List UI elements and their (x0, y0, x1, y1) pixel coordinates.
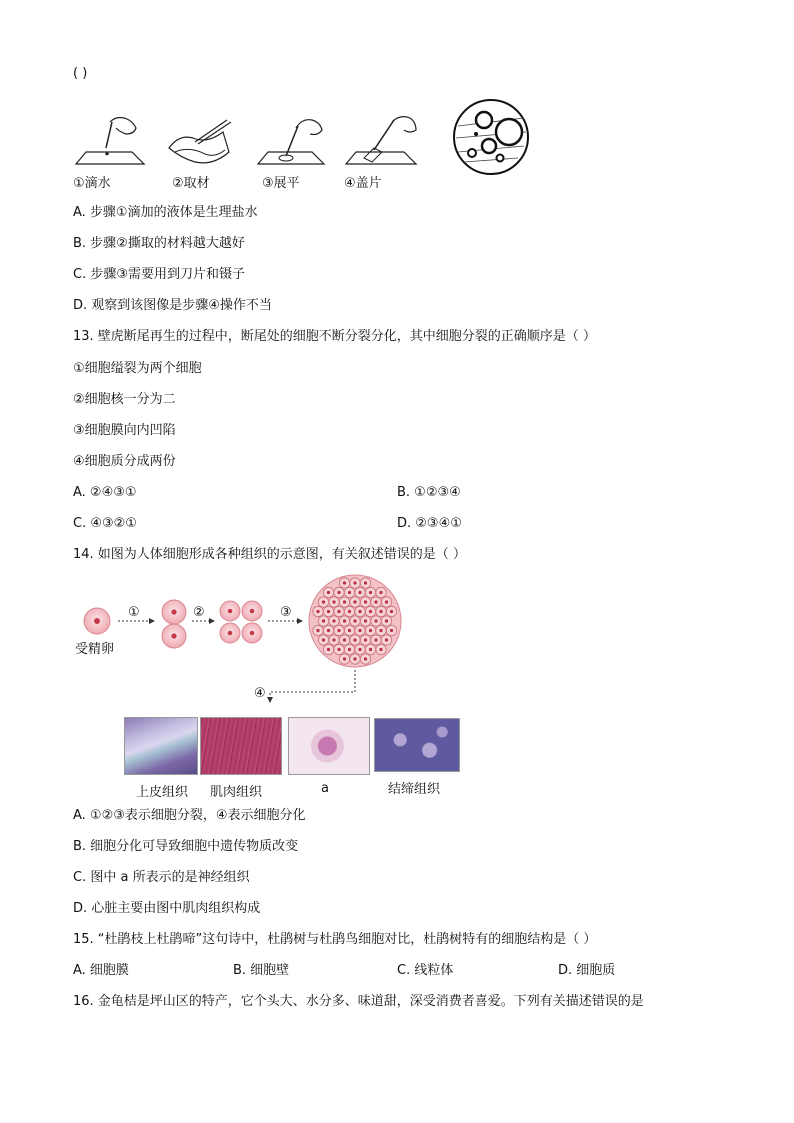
q14-option-a: A. ①②③表示细胞分裂，④表示细胞分化 (73, 808, 306, 823)
q14-option-d: D. 心脏主要由图中肌肉组织构成 (73, 901, 261, 916)
q12-option-b: B. 步骤②撕取的材料越大越好 (73, 236, 245, 251)
q13-option-a: A. ②④③① (73, 485, 137, 500)
connective-tissue-image (374, 718, 460, 772)
zygote-label: 受精卵 (75, 642, 115, 657)
step-3-marker: ③ (280, 605, 292, 620)
q14-option-b: B. 细胞分化可导致细胞中遗传物质改变 (73, 839, 299, 854)
q14-stem: 14. 如图为人体细胞形成各种组织的示意图，有关叙述错误的是（ ） (73, 547, 466, 562)
q13-option-d: D. ②③④① (397, 516, 462, 531)
muscle-tissue-image (200, 717, 282, 775)
q15-stem: 15. “杜鹃枝上杜鹃啼”这句诗中，杜鹃树与杜鹃鸟细胞对比，杜鹃树特有的细胞结构是（ ） (73, 932, 597, 947)
q13-option-b: B. ①②③④ (397, 485, 461, 500)
dropper-illustration (72, 112, 152, 168)
q15-option-d: D. 细胞质 (558, 963, 616, 978)
step-4-marker: ④ (254, 686, 266, 701)
muscle-label: 肌肉组织 (210, 785, 263, 800)
forceps-illustration (165, 118, 235, 168)
q13-item-4: ④细胞质分成两份 (73, 454, 176, 469)
q14-option-c: C. 图中 a 所表示的是神经组织 (73, 870, 250, 885)
step-2-marker: ② (193, 605, 205, 620)
q12-option-a: A. 步骤①滴加的液体是生理盐水 (73, 205, 258, 220)
nerve-label-a: a (321, 781, 329, 796)
q13-stem: 13. 壁虎断尾再生的过程中，断尾处的细胞不断分裂分化，其中细胞分裂的正确顺序是（ ） (73, 329, 596, 344)
nerve-tissue-image (288, 717, 370, 775)
cell-division-diagram (70, 574, 410, 704)
answer-paren: ( ) (73, 66, 88, 81)
step-1-label: ①滴水 (73, 176, 111, 191)
q13-item-1: ①细胞缢裂为两个细胞 (73, 361, 202, 376)
step-3-label: ③展平 (262, 176, 300, 191)
step-1-marker: ① (128, 605, 140, 620)
q15-option-a: A. 细胞膜 (73, 963, 129, 978)
connective-label: 结缔组织 (388, 782, 441, 797)
step-4-label: ④盖片 (344, 176, 382, 191)
epithelial-label: 上皮组织 (136, 785, 189, 800)
microscope-view (452, 98, 530, 176)
q13-option-c: C. ④③②① (73, 516, 137, 531)
q15-option-b: B. 细胞壁 (233, 963, 290, 978)
q16-stem: 16. 金龟桔是坪山区的特产，它个头大、水分多、味道甜，深受消费者喜爱。下列有关描述错误的是 (73, 994, 644, 1009)
step-2-label: ②取材 (172, 176, 210, 191)
coverslip-illustration (344, 112, 420, 168)
q12-option-d: D. 观察到该图像是步骤④操作不当 (73, 298, 272, 313)
needle-illustration (256, 114, 328, 168)
q12-option-c: C. 步骤③需要用到刀片和镊子 (73, 267, 245, 282)
q13-item-2: ②细胞核一分为二 (73, 392, 176, 407)
q15-option-c: C. 线粒体 (397, 963, 454, 978)
q13-item-3: ③细胞膜向内凹陷 (73, 423, 176, 438)
epithelial-tissue-image (124, 717, 198, 775)
